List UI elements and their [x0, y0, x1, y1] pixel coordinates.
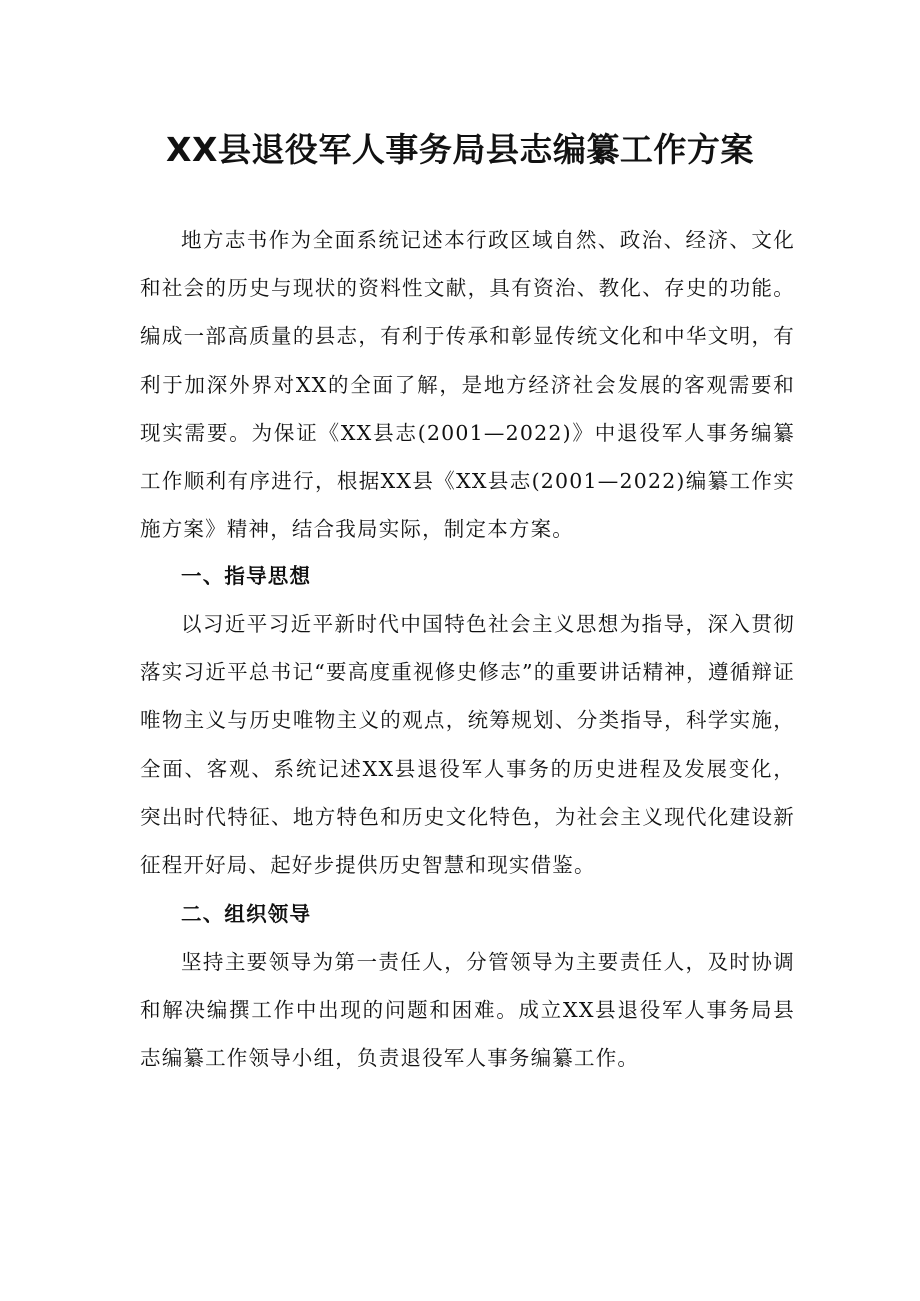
guiding-ideology-paragraph: 以习近平习近平新时代中国特色社会主义思想为指导，深入贯彻落实习近平总书记“要高度重视修史修志”的重要讲话精神，遵循辩证唯物主义与历史唯物主义的观点，统筹规划、分类指导，科学实施，全面、客观、系统记述XX县退役军人事务的历史进程及发展变化，突出时代特征、地方特色和历史文化特色，为社会主义现代化建设新征程开好局、起好步提供历史智慧和现实借鉴。 — [140, 612, 795, 878]
document-title: XX县退役军人事务局县志编纂工作方案 — [166, 130, 754, 169]
section-heading-organization-leadership: 二、组织领导 — [181, 902, 312, 926]
intro-paragraph: 地方志书作为全面系统记述本行政区域自然、政治、经济、文化和社会的历史与现状的资料性文献，具有资治、教化、存史的功能。编成一部高质量的县志，有利于传承和彰显传统文化和中华文明，有利于加深外界对XX的全面了解，是地方经济社会发展的客观需要和现实需要。为保证《XX县志(2001—2022)》中退役军人事务编纂工作顺利有序进行，根据XX县《XX县志(2001—2022)编纂工作实施方案》精神，结合我局实际，制定本方案。 — [140, 228, 795, 542]
section-heading-guiding-ideology: 一、指导思想 — [181, 564, 312, 588]
organization-leadership-paragraph: 坚持主要领导为第一责任人，分管领导为主要责任人，及时协调和解决编撰工作中出现的问题和困难。成立XX县退役军人事务局县志编纂工作领导小组，负责退役军人事务编纂工作。 — [140, 950, 795, 1071]
